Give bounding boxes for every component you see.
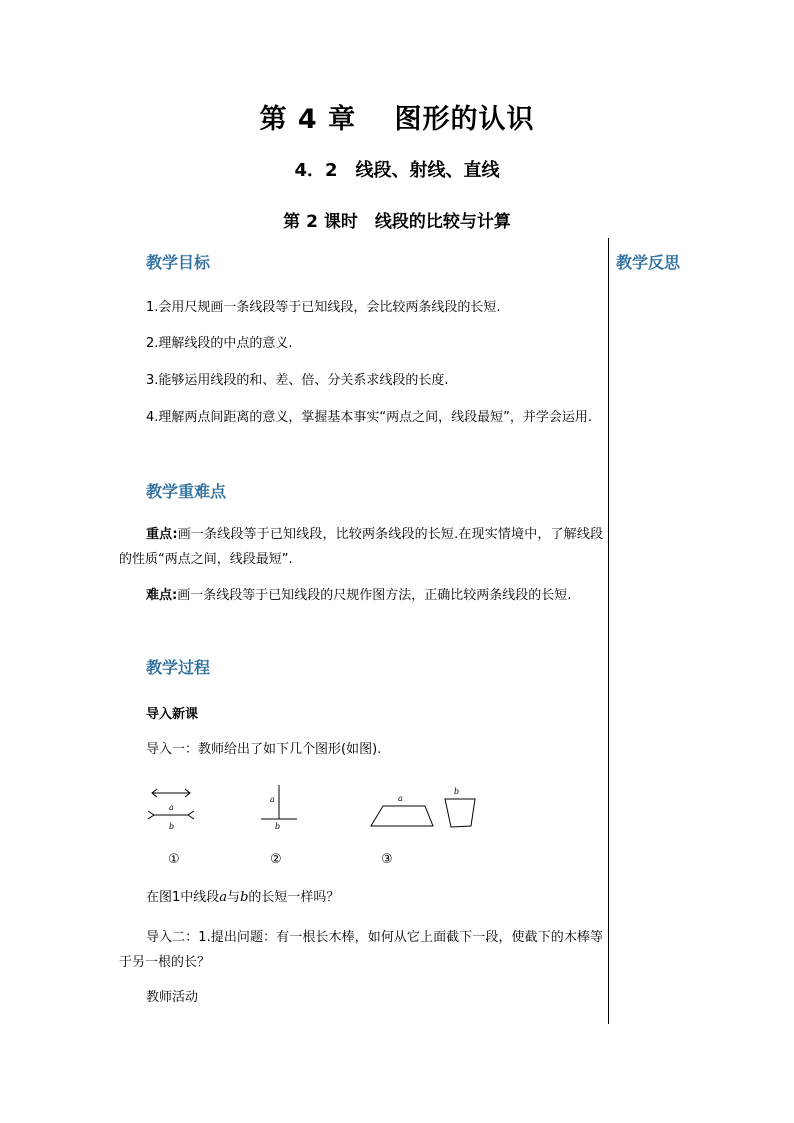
objective-item-1: 1.会用尺规画一条线段等于已知线段，会比较两条线段的长短.	[146, 300, 501, 315]
key-point-text: 画一条线段等于已知线段，比较两条线段的长短.在现实情境中，了解线段的性质“两点之间，线段最短”.	[119, 527, 603, 567]
process-heading: 教学过程	[146, 658, 211, 677]
figure-question	[119, 885, 603, 910]
key-point-label: 重点:	[146, 527, 178, 542]
intro-two-text: 导入二：1.提出问题：有一根长木棒，如何从它上面截下一段，使截下的木棒等于另一根的长？	[119, 930, 603, 970]
question-var-b: b	[240, 890, 249, 905]
figure-number-1: ①	[168, 852, 180, 867]
objective-item-3: 3.能够运用线段的和、差、倍、分关系求线段的长度.	[146, 373, 449, 388]
section-title: 4．2 线段、射线、直线	[294, 160, 500, 181]
column-divider	[608, 238, 609, 1024]
figure-2-inverted-t	[261, 785, 297, 831]
intro-one-text: 导入一：教师给出了如下几个图形(如图).	[146, 742, 382, 757]
figure-3-label-b: b	[454, 787, 460, 796]
figure-1-label-b: b	[169, 822, 175, 831]
objective-item-4: 4.理解两点间距离的意义，掌握基本事实“两点之间，线段最短”，并学会运用.	[146, 410, 593, 425]
key-point-paragraph	[119, 522, 603, 572]
segment-comparison-figure	[140, 780, 500, 870]
key-points-heading: 教学重难点	[146, 482, 227, 501]
difficulty-label: 难点:	[146, 588, 178, 603]
intro-subheading: 导入新课	[146, 707, 199, 722]
question-mid: 与	[227, 890, 241, 905]
reflection-heading: 教学反思	[616, 253, 681, 272]
figure-2-label-b: b	[275, 822, 281, 831]
teacher-activity-text: 教师活动	[146, 990, 199, 1005]
lesson-title: 第 2 课时 线段的比较与计算	[283, 212, 511, 232]
question-post: 的长短一样吗？	[248, 890, 340, 905]
objectives-heading: 教学目标	[146, 253, 211, 272]
figure-number-2: ②	[270, 852, 282, 867]
difficulty-paragraph	[119, 583, 603, 608]
figure-3-label-a: a	[398, 794, 403, 803]
figure-2-label-a: a	[270, 795, 275, 804]
figure-number-3: ③	[381, 852, 393, 867]
question-pre: 在图1中线段	[146, 890, 220, 905]
figure-1-muller-lyer	[148, 789, 194, 831]
figure-3-shapes	[371, 787, 475, 827]
chapter-title: 第 4 章 图形的认识	[259, 104, 535, 135]
difficulty-text: 画一条线段等于已知线段的尺规作图方法，正确比较两条线段的长短.	[177, 588, 572, 603]
figure-1-label-a: a	[169, 803, 174, 812]
objective-item-2: 2.理解线段的中点的意义.	[146, 336, 293, 351]
question-var-a: a	[219, 890, 228, 905]
